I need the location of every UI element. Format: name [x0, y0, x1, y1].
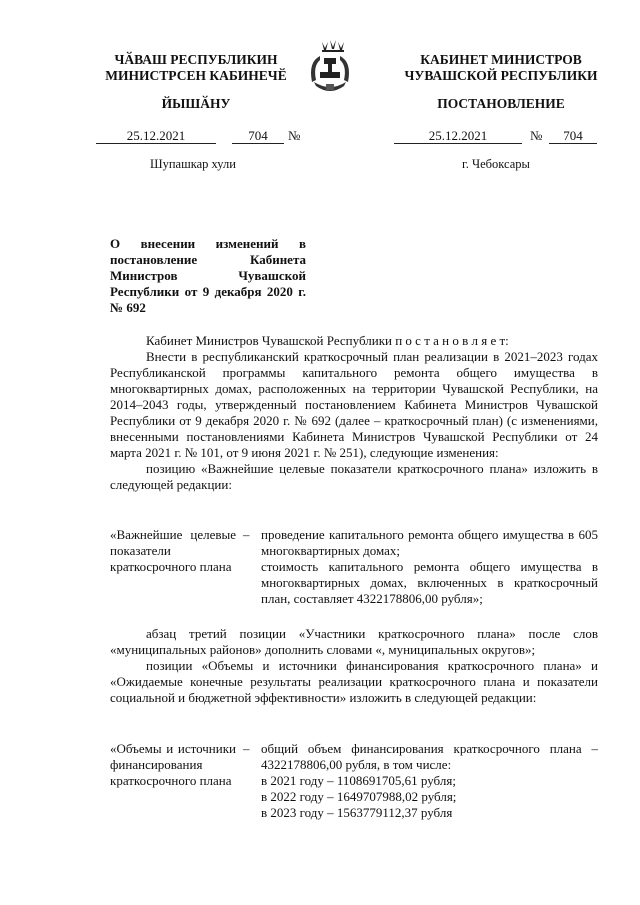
table2-label: «Объемы и источники финансирования краткосрочного плана: [110, 741, 236, 788]
table1-value: [261, 527, 598, 607]
header-left-line2: МИНИСТРСЕН КАБИНЕЧӖ: [105, 68, 287, 83]
body-paragraph-3: позицию «Важнейшие целевые показатели краткосрочного плана» изложить в следующей редакции:: [110, 461, 598, 492]
table2-line2: в 2021 году – 1108691705,61 рубля;: [261, 773, 456, 788]
table1-line2: стоимость капитального ремонта общего имущества в многоквартирных домах, включенных в краткосрочный план, составляет 4322178806,00 рубля»;: [261, 559, 598, 606]
table1-label: «Важнейшие целевые показатели краткосрочного плана: [110, 527, 236, 574]
table2-line1: общий объем финансирования краткосрочного плана – 4322178806,00 рубля, в том числе:: [261, 741, 598, 772]
header-right-line2: ЧУВАШСКОЙ РЕСПУБЛИКИ: [404, 68, 598, 83]
right-number: 704: [549, 128, 597, 144]
header-right-line1: КАБИНЕТ МИНИСТРОВ: [420, 52, 582, 67]
body-paragraph-4: абзац третий позиции «Участники краткосрочного плана» после слов «муниципальных районов» дополнить словами «, муниципальных округов»;: [110, 626, 598, 657]
table2-line4: в 2023 году – 1563779112,37 рубля: [261, 805, 453, 820]
table2-line3: в 2022 году – 1649707988,02 рубля;: [261, 789, 457, 804]
left-number: 704: [232, 128, 284, 144]
table2-dash: –: [243, 741, 250, 756]
right-number-sign: №: [530, 128, 543, 143]
header-left-title: [96, 52, 296, 84]
body-paragraph-5: позиции «Объемы и источники финансирования краткосрочного плана» и «Ожидаемые конечные результаты реализации краткосрочного плана и показатели социальной и бюджетной эффективности» изложить в следующей редакции:: [110, 658, 598, 705]
right-date: 25.12.2021: [394, 128, 522, 144]
emblem-icon: [300, 38, 360, 98]
header-right-title: [386, 52, 616, 84]
header-left-line1: ЧӐВАШ РЕСПУБЛИКИН: [114, 52, 278, 67]
right-doc-kind: ПОСТАНОВЛЕНИЕ: [437, 96, 565, 111]
document-subject: О внесении изменений в постановление Кабинета Министров Чувашской Республики от 9 декабря 2020 г. № 692: [110, 236, 306, 315]
left-doc-kind: ЙЫШӐНУ: [161, 96, 231, 111]
body-paragraph-2: Внести в республиканский краткосрочный план реализации в 2021–2023 годах Республиканской программы капитального ремонта общего имущества в многоквартирных домах, расположенных на территории Чувашской Республики, на 2014–2043 годы, утвержденный постановлением Кабинета Министров Чувашской Республики от 9 декабря 2020 г. № 692 (далее – краткосрочный план) (с изменениями, внесенными постановлениями Кабинета Министров Чувашской Республики от 24 марта 2021 г. № 101, от 9 июня 2021 г. № 251), следующие изменения:: [110, 349, 598, 460]
table2-value: [261, 741, 598, 821]
left-place: Шупашкар хули: [150, 157, 236, 171]
table1-dash: –: [243, 527, 250, 542]
right-place: г. Чебоксары: [462, 157, 530, 171]
table1-line1: проведение капитального ремонта общего имущества в 605 многоквартирных домах;: [261, 527, 598, 558]
left-number-sign: №: [288, 128, 301, 143]
left-date: 25.12.2021: [96, 128, 216, 144]
body-paragraph-1: Кабинет Министров Чувашской Республики п о с т а н о в л я е т:: [146, 333, 509, 348]
